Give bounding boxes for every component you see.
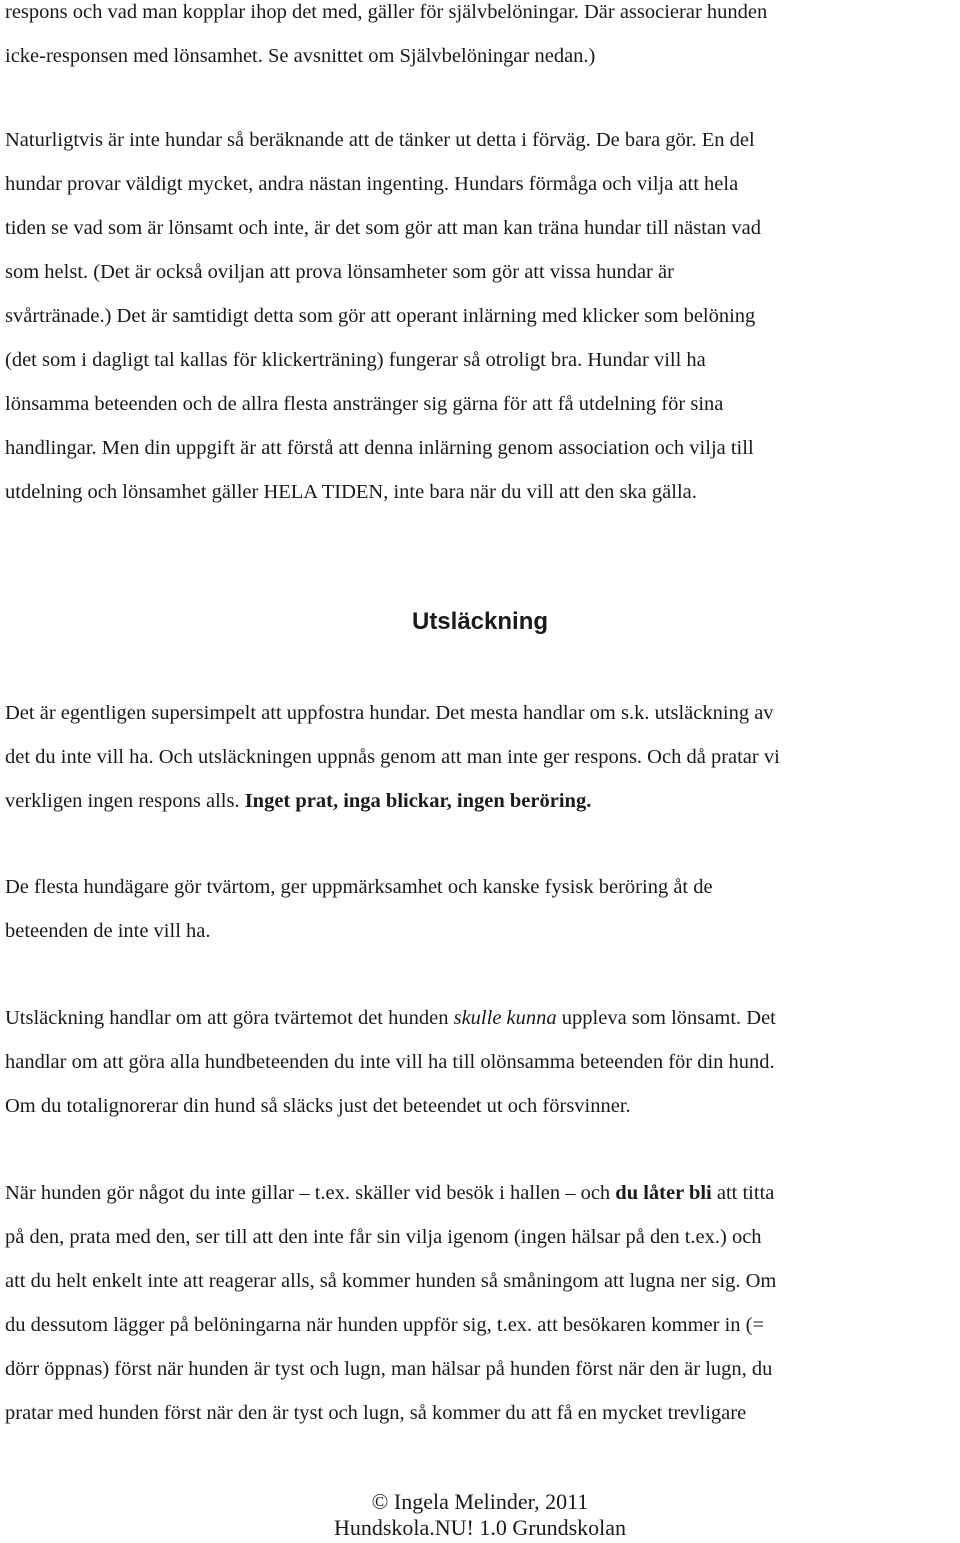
text-line: på den, prata med den, ser till att den inte får sin vilja igenom (ingen hälsar på den t.ex.) och (5, 1226, 762, 1248)
text-line (5, 996, 960, 1040)
text-run: att titta (711, 1182, 775, 1204)
text-line: att du helt enkelt inte att reagerar alls, så kommer hunden så småningom att lugna ner sig. Om (5, 1270, 777, 1292)
text-run: verkligen ingen respons alls. (5, 790, 245, 812)
text-line: lönsamma beteenden och de allra flesta anstränger sig gärna för att få utdelning för sina (5, 393, 724, 415)
text-line: handlar om att göra alla hundbeteenden du inte vill ha till olönsamma beteenden för din hund. (5, 1051, 775, 1073)
text-line: Om du totalignorerar din hund så släcks just det beteendet ut och försvinner. (5, 1095, 631, 1117)
text-line: tiden se vad som är lönsamt och inte, är det som gör att man kan träna hundar till nästan vad (5, 217, 762, 239)
emphasis-bold: du låter bli (615, 1182, 712, 1204)
text-line: beteenden de inte vill ha. (5, 920, 211, 942)
text-run: När hunden gör något du inte gillar – t.ex. skäller vid besök i hallen – och (5, 1182, 616, 1204)
emphasis-italic: skulle kunna (453, 1007, 557, 1029)
text-line: (det som i dagligt tal kallas för klickerträning) fungerar så otroligt bra. Hundar vill ha (5, 349, 706, 371)
text-line (5, 1171, 960, 1215)
text-line: utdelning och lönsamhet gäller HELA TIDEN, inte bara när du vill att den ska gälla. (5, 481, 697, 503)
footer-copyright: © Ingela Melinder, 2011 (371, 1489, 589, 1514)
emphasis-bold: Inget prat, inga blickar, ingen beröring. (244, 790, 592, 812)
paragraph-owners-opposite (5, 865, 960, 953)
text-line (5, 779, 960, 823)
text-line: pratar med hunden först när den är tyst och lugn, så kommer du att få en mycket trevligare (5, 1402, 747, 1424)
text-line: De flesta hundägare gör tvärtom, ger uppmärksamhet och kanske fysisk beröring åt de (5, 876, 713, 898)
page-footer (0, 1489, 960, 1541)
paragraph-extinction-definition (5, 996, 960, 1128)
paragraph-self-rewards-intro (5, 0, 960, 78)
paragraph-calculating-dogs (5, 118, 960, 514)
footer-source: Hundskola.NU! 1.0 Grundskolan (333, 1515, 627, 1540)
text-line: som helst. (Det är också oviljan att prova lönsamheter som gör att vissa hundar är (5, 261, 674, 283)
text-line: Det är egentligen supersimpelt att uppfostra hundar. Det mesta handlar om s.k. utsläckning av (5, 702, 774, 724)
text-run: Utsläckning handlar om att göra tvärtemot det hunden (5, 1007, 454, 1029)
text-line: Naturligtvis är inte hundar så beräknande att de tänker ut detta i förväg. De bara gör. En del (5, 129, 755, 151)
text-line: icke-responsen med lönsamhet. Se avsnittet om Självbelöningar nedan.) (5, 45, 596, 67)
text-line: respons och vad man kopplar ihop det med, gäller för självbelöningar. Där associerar hunden (5, 1, 768, 23)
paragraph-extinction-simple (5, 691, 960, 823)
text-line: det du inte vill ha. Och utsläckningen uppnås genom att man inte ger respons. Och då pratar vi (5, 746, 780, 768)
text-line: svårtränade.) Det är samtidigt detta som gör att operant inlärning med klicker som belöning (5, 305, 756, 327)
text-line: dörr öppnas) först när hunden är tyst och lugn, man hälsar på hunden först när den är lugn, du (5, 1358, 773, 1380)
text-line: hundar provar väldigt mycket, andra nästan ingenting. Hundars förmåga och vilja att hela (5, 173, 739, 195)
text-line: du dessutom lägger på belöningarna när hunden uppför sig, t.ex. att besökaren kommer in (= (5, 1314, 765, 1336)
text-run: uppleva som lönsamt. Det (556, 1007, 776, 1029)
text-line: handlingar. Men din uppgift är att förstå att denna inlärning genom association och vilja till (5, 437, 754, 459)
paragraph-barking-example (5, 1171, 960, 1435)
section-heading: Utsläckning (411, 608, 549, 635)
